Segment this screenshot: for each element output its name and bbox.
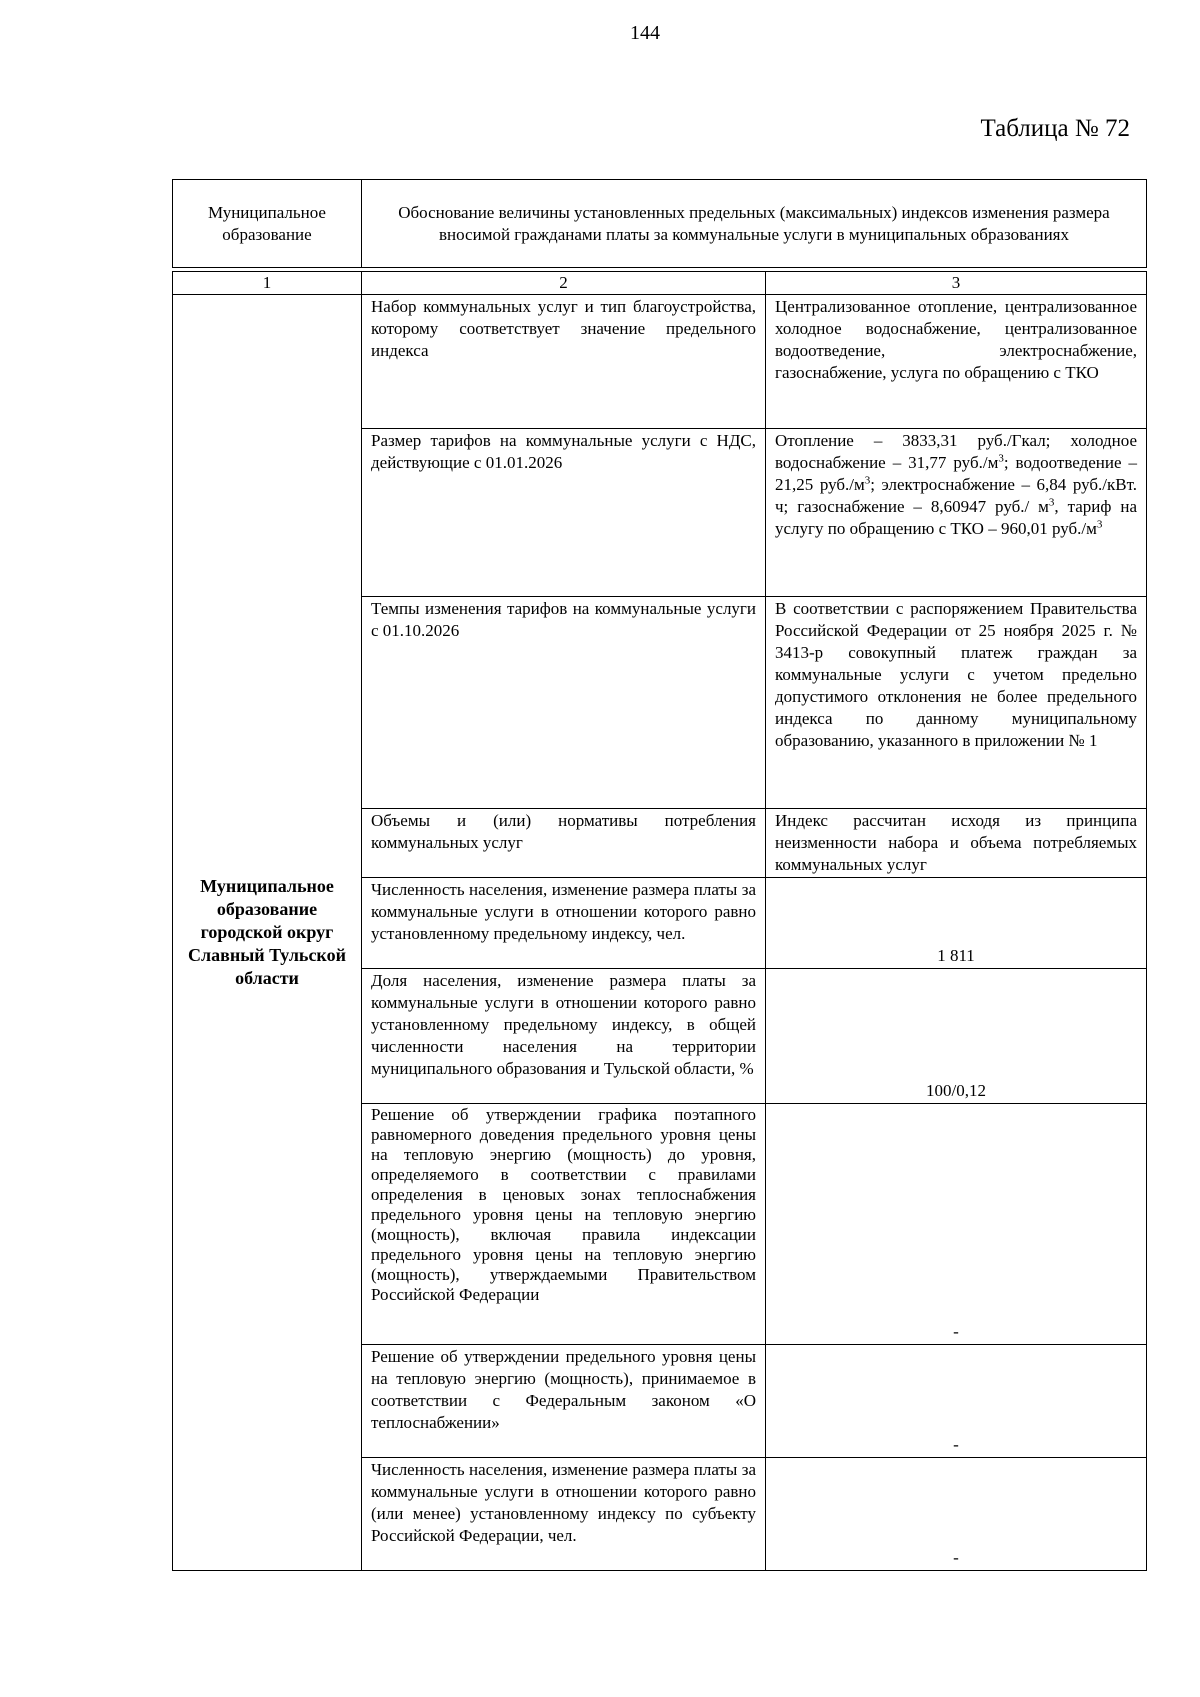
tariff-text-4: , тариф на услугу по обращению с ТКО – 960,01 руб./м <box>775 497 1137 538</box>
header-table <box>172 179 1147 268</box>
superscript: 3 <box>1096 518 1103 531</box>
row-label: Решение об утверждении графика поэтапного равномерного доведения предельного уровня цены на тепловую энергию (мощность) до уровня, определяемого в соответствии с правилами определения в ценовых зонах теплоснабжения предельного уровня цены на тепловую энергию (мощность), включая правила индексации предельного уровня цены на тепловую энергию (мощность), утверждаемыми Правительством Российской Федерации <box>362 1104 766 1345</box>
row-value: Централизованное отопление, централизованное холодное водоснабжение, централизованное водоотведение, электроснабжение, газоснабжение, услуга по обращению с ТКО <box>766 295 1147 429</box>
column-number-row <box>173 272 1147 295</box>
tariff-text-3: ; электроснабжение – 6,84 руб./кВт. ч; газоснабжение – 8,60947 руб./ м <box>775 475 1137 516</box>
row-value: - <box>766 1345 1147 1458</box>
municipality-name: Муниципальное образование городской округ Славный Тульской области <box>173 295 362 1571</box>
row-value: - <box>766 1104 1147 1345</box>
row-value: Индекс рассчитан исходя из принципа неизменности набора и объема потребляемых коммунальных услуг <box>766 809 1147 878</box>
row-label: Объемы и (или) нормативы потребления коммунальных услуг <box>362 809 766 878</box>
column-number: 2 <box>362 272 766 295</box>
row-label: Доля населения, изменение размера платы за коммунальные услуги в отношении которого равно установленному предельному индексу, в общей численности населения на территории муниципального образования и Тульской области, % <box>362 969 766 1104</box>
column-number: 1 <box>173 272 362 295</box>
row-value: - <box>766 1458 1147 1571</box>
row-label: Набор коммунальных услуг и тип благоустройства, которому соответствует значение предельного индекса <box>362 295 766 429</box>
page-number: 144 <box>630 22 660 44</box>
row-value: 100/0,12 <box>766 969 1147 1104</box>
table-title: Таблица № 72 <box>980 115 1130 142</box>
superscript: 3 <box>864 474 871 487</box>
row-label: Численность населения, изменение размера платы за коммунальные услуги в отношении которого равно установленному предельному индексу, чел. <box>362 878 766 969</box>
row-label: Темпы изменения тарифов на коммунальные услуги с 01.10.2026 <box>362 597 766 809</box>
tariff-text-2: ; водоотведение – 21,25 руб./м <box>775 453 1137 494</box>
header-municipality: Муниципальное образование <box>173 180 362 268</box>
main-table <box>172 271 1147 1571</box>
table-row <box>173 295 1147 429</box>
superscript: 3 <box>998 452 1004 465</box>
header-row <box>173 180 1147 268</box>
row-value <box>766 429 1147 597</box>
row-label: Решение об утверждении предельного уровня цены на тепловую энергию (мощность), принимаемое в соответствии с Федеральным законом «О теплоснабжении» <box>362 1345 766 1458</box>
row-label: Численность населения, изменение размера платы за коммунальные услуги в отношении которого равно (или менее) установленному индексу по субъекту Российской Федерации, чел. <box>362 1458 766 1571</box>
row-value: В соответствии с распоряжением Правительства Российской Федерации от 25 ноября 2025 г. № 3413-р совокупный платеж граждан за коммунальные услуги с учетом предельно допустимого отклонения не более предельного индекса по данному муниципальному образованию, указанного в приложении № 1 <box>766 597 1147 809</box>
row-label: Размер тарифов на коммунальные услуги с НДС, действующие с 01.01.2026 <box>362 429 766 597</box>
superscript: 3 <box>1048 496 1055 509</box>
header-justification: Обоснование величины установленных предельных (максимальных) индексов изменения размера вносимой гражданами платы за коммунальные услуги в муниципальных образованиях <box>362 180 1147 268</box>
row-value: 1 811 <box>766 878 1147 969</box>
tariff-text-1: Отопление – 3833,31 руб./Гкал; холодное водоснабжение – 31,77 руб./м <box>775 431 1137 472</box>
column-number: 3 <box>766 272 1147 295</box>
